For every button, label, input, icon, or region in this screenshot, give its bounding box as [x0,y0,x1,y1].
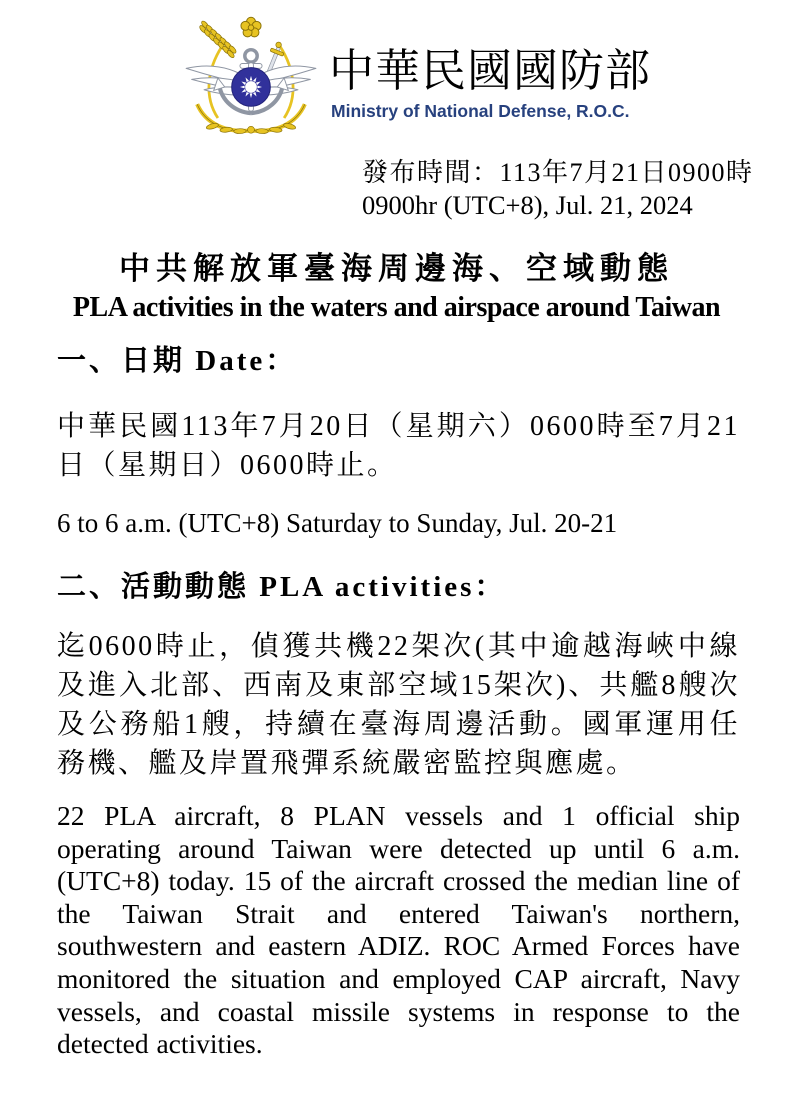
section-heading-activities: 二、活動動態 PLA activities： [57,571,507,603]
roundel-icon [232,68,271,107]
org-title-en: Ministry of National Defense, R.O.C. [331,101,630,121]
document-title [0,243,793,324]
release-time [362,156,754,222]
activities-paragraph-cn: 迄0600時止，偵獲共機22架次(其中逾越海峽中線及進入北部、西南及東部空域15架次)、共艦8艘次及公務船1艘，持續在臺海周邊活動。國軍運用任務機、艦及岸置飛彈系統嚴密監控與應處。 [57,631,740,779]
date-paragraph-en: 6 to 6 a.m. (UTC+8) Saturday to Sunday, Jul. 20-21 [57,508,618,538]
release-time-cn: 發布時間：113年7月21日0900時 [362,158,754,187]
release-time-en: 0900hr (UTC+8), Jul. 21, 2024 [362,190,693,220]
activities-paragraph-en: 22 PLA aircraft, 8 PLAN vessels and 1 official ship operating around Taiwan were detected up until 6 a.m. (UTC+8) today. 15 of the aircraft crossed the median line of the Taiwan Strait and entered Taiwan's northern, southwestern and eastern ADIZ. ROC Armed Forces have monitored the situation and employed CAP aircraft, Navy vessels, and coastal missile systems in response to the detected activities. [57,800,740,1060]
document-title-cn: 中共解放軍臺海周邊海、空域動態 [119,251,674,286]
mnd-emblem-icon [182,15,320,141]
document-title-en: PLA activities in the waters and airspace around Taiwan [72,292,721,323]
org-title-cn: 中華民國國防部 [329,46,652,96]
document-body [57,338,740,1061]
section-heading-date: 一、日期 Date： [57,345,298,377]
date-paragraph-cn: 中華民國113年7月20日（星期六）0600時至7月21日（星期日）0600時止。 [57,411,740,481]
plum-blossom-icon [241,17,261,37]
